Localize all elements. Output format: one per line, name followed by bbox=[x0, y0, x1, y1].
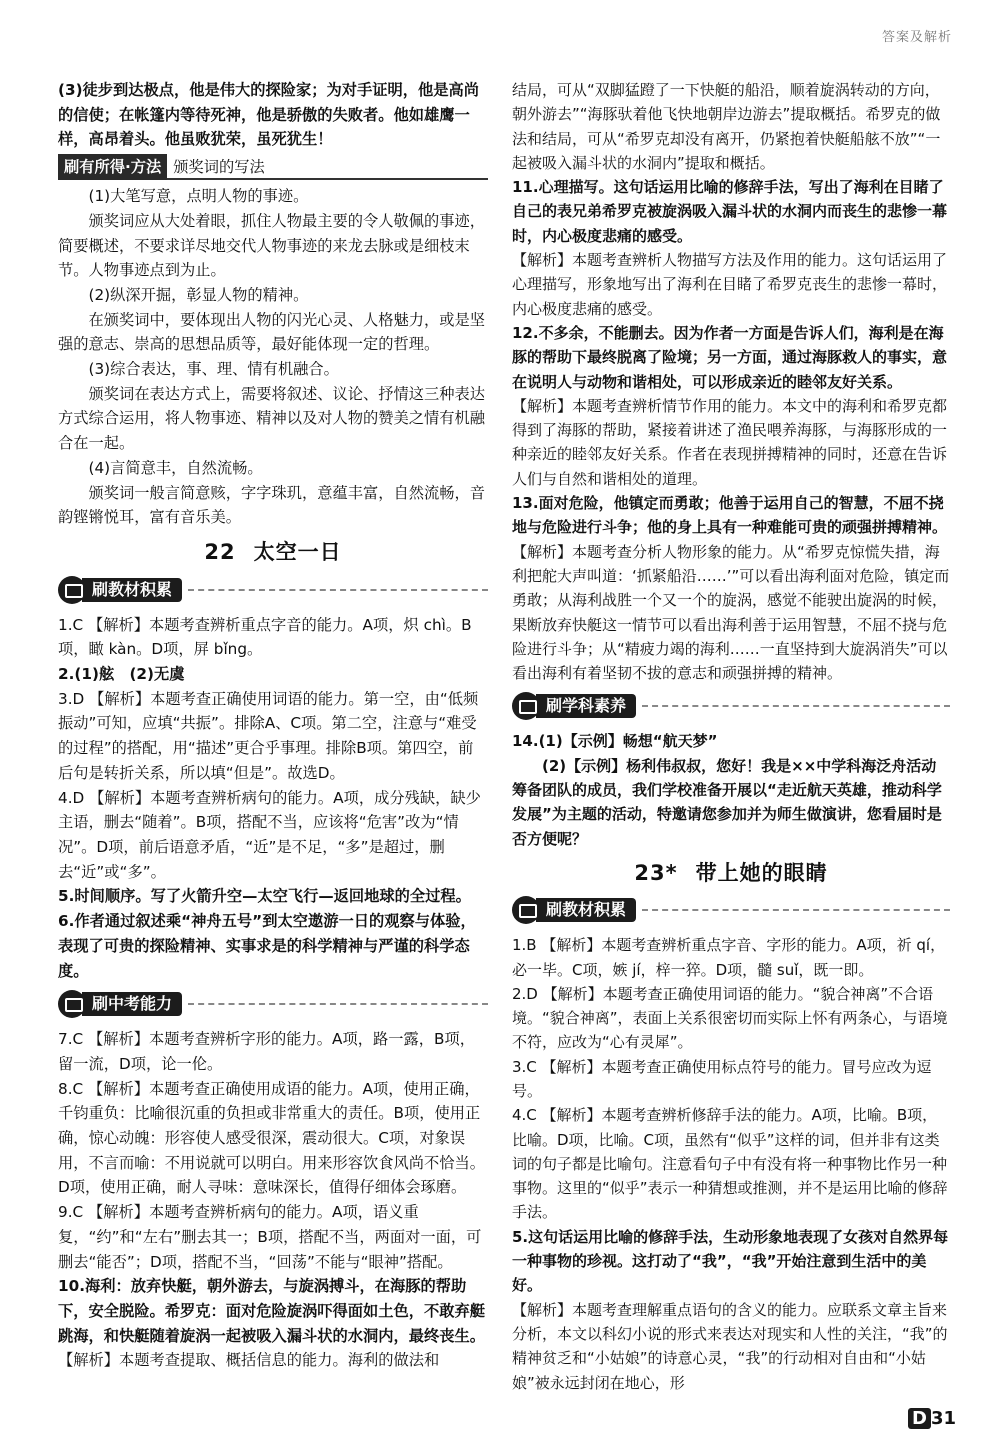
section-label: 刷中考能力 bbox=[82, 992, 182, 1016]
analysis-note: 【解析】本题考查辨析人物描写方法及作用的能力。这句话运用了心理描写，形象地写出了海利在目睹了希罗克丧生的悲惨一幕时，内心极度悲痛的感受。 bbox=[512, 251, 948, 318]
section-header bbox=[512, 891, 950, 929]
analysis-note: 【解析】本题考查辨析情节作用的能力。本文中的海利和希罗克都得到了海豚的帮助，紧接着讲述了渔民喂养海豚，与海豚形成的一种亲近的睦邻友好关系。作者在表现拼搏精神的同时，还意在告诉人们与自然和谐相处的道理。 bbox=[512, 396, 948, 488]
answer-item: 9.C 【解析】本题考查辨析病句的能力。A项，语义重复，“约”和“左右”删去其一；B项，搭配不当，两面对一面，可删去“能否”；D项，搭配不当，“回荡”不能与“眼神”搭配。 bbox=[58, 1203, 482, 1271]
analysis-note: 【解析】本题考查提取、概括信息的能力。海利的做法和 bbox=[58, 1351, 440, 1370]
method-paragraph: 颁奖词一般言简意赅，字字珠玑，意蕴丰富，自然流畅，音韵铿锵悦耳，富有音乐美。 bbox=[58, 483, 485, 527]
analysis-note: 【解析】本题考查分析人物形象的能力。从“希罗克惊慌失措，海利把舵大声叫道：‘抓紧船沿……’”可以看出海利面对危险，镇定而勇敢；从海利战胜一个又一个的旋涡，感觉不能驶出旋涡的时候，果断放弃快艇这一情节可以看出海利善于运用智慧，不屈不挠与危险进行斗争；从“精疲力竭的海利……一直坚持到大旋涡消失”可以看出海利有着坚韧不拔的意志和顽强拼搏的精神。 bbox=[512, 542, 950, 683]
page-number bbox=[908, 1408, 956, 1429]
answer-item: (2)【示例】杨利伟叔叔，您好！我是××中学科海泛舟活动筹备团队的成员，我们学校准备开展以“走近航天英雄，推动科学发展”为主题的活动，特邀请您参加并为师生做演讲，您看届时是否方便呢？ bbox=[512, 756, 942, 848]
answer-item: 3.D 【解析】本题考查正确使用词语的能力。第一空，由“低频振动”可知，应填“共振”。排除A、C项。第二空，注意与“难受的过程”的搭配，用“描述”更合乎事理。排除B项。第四空，前后句是转折关系，所以填“但是”。故选D。 bbox=[58, 689, 479, 782]
method-paragraph: 颁奖词应从大处着眼，抓住人物最主要的令人敬佩的事迹，简要概述，不要求详尽地交代人物事迹的来龙去脉或是细枝末节。人物事迹点到为止。 bbox=[58, 211, 485, 280]
lesson-number: 22 bbox=[204, 539, 236, 564]
section-label: 刷教材积累 bbox=[82, 578, 182, 602]
method-paragraph: 颁奖词在表达方式上，需要将叙述、议论、抒情这三种表达方式综合运用，将人物事迹、精神以及对人物的赞美之情有机融合在一起。 bbox=[58, 384, 485, 453]
section-divider bbox=[642, 909, 950, 911]
section-label: 刷学科素养 bbox=[536, 694, 636, 718]
section-label: 刷教材积累 bbox=[536, 898, 636, 922]
lesson-title bbox=[512, 861, 950, 885]
award-text: (3)徒步到达极点，他是伟大的探险家；为对手证明，他是高尚的信使；在帐篷内等待死神，他是骄傲的失败者。他如雄鹰一样，高昂着头。他虽败犹荣，虽死犹生！ bbox=[58, 81, 480, 149]
running-header: 答案及解析 bbox=[881, 30, 952, 45]
lesson-title bbox=[58, 540, 488, 565]
book-icon bbox=[58, 576, 86, 604]
answer-item: 1.C 【解析】本题考查辨析重点字音的能力。A项，炽 chì。B项，瞰 kàn。D项，屏 bǐng。 bbox=[58, 615, 472, 659]
method-bar bbox=[58, 154, 488, 180]
answer-item: 5.时间顺序。写了火箭升空—太空飞行—返回地球的全过程。 bbox=[58, 887, 471, 906]
lesson-name: 太空一日 bbox=[253, 539, 342, 564]
analysis-note: 【解析】本题考查理解重点语句的含义的能力。应联系文章主旨来分析，本文以科幻小说的形式来表达对现实和人性的关注，“我”的精神贫乏和“小姑娘”的诗意心灵，“我”的行动相对自由和“小姑娘”被永远封闭在地心，形 bbox=[512, 1300, 948, 1392]
method-label: 刷有所得·方法 bbox=[58, 154, 167, 180]
book-icon bbox=[58, 990, 86, 1018]
answer-item: 4.D 【解析】本题考查辨析病句的能力。A项，成分残缺，缺少主语，删去“随着”。B项，搭配不当，应该将“危害”改为“情况”。D项，前后语意矛盾，“近”是不足，“多”是超过，删去“近”或“多”。 bbox=[58, 788, 481, 881]
section-divider bbox=[188, 589, 488, 591]
section-divider bbox=[642, 705, 950, 707]
section-divider bbox=[188, 1003, 488, 1005]
answer-item: 10.海利：放弃快艇，朝外游去，与旋涡搏斗，在海豚的帮助下，安全脱险。希罗克：面对危险旋涡吓得面如土色，不敢弃艇跳海，和快艇随着旋涡一起被吸入漏斗状的水洞内，最终丧生。 bbox=[58, 1277, 485, 1345]
answer-item: 14.(1)【示例】畅想“航天梦” bbox=[512, 732, 718, 751]
answer-item: 8.C 【解析】本题考查正确使用成语的能力。A项，使用正确，千钧重负：比喻很沉重的负担或非常重大的责任。B项，使用正确，惊心动魄：形容使人感受很深，震动很大。C项，对象误用，不言而喻：不用说就可以明白。用来形容饮食风尚不恰当。D项，使用正确，耐人寻味：意味深长，值得仔细体会琢磨。 bbox=[58, 1079, 485, 1197]
page-digits: 31 bbox=[930, 1408, 956, 1429]
answer-item: 5.这句话运用比喻的修辞手法，生动形象地表现了女孩对自然界每一种事物的珍视。这打动了“我”，“我”开始注意到生活中的美好。 bbox=[512, 1227, 949, 1295]
answer-item: 3.C 【解析】本题考查正确使用标点符号的能力。冒号应改为逗号。 bbox=[512, 1057, 932, 1100]
answer-item: 11.心理描写。这句话运用比喻的修辞手法，写出了海利在目睹了自己的表兄弟希罗克被旋涡吸入漏斗状的水洞内而丧生的悲惨一幕时，内心极度悲痛的感受。 bbox=[512, 178, 948, 245]
page-letter: D bbox=[908, 1408, 931, 1429]
method-point: (2)纵深开掘，彰显人物的精神。 bbox=[88, 285, 309, 304]
answer-item: 1.B 【解析】本题考查辨析重点字音、字形的能力。A项，祈 qí，必一毕。C项，嫉 jí，梓一猝。D项，髓 suǐ，既一即。 bbox=[512, 936, 946, 979]
lesson-number: 23* bbox=[634, 860, 678, 885]
answer-item: 12.不多余，不能删去。因为作者一方面是告诉人们，海利是在海豚的帮助下最终脱离了险境；另一方面，通过海豚救人的事实，意在说明人与动物和谐相处，可以形成亲近的睦邻友好关系。 bbox=[512, 323, 948, 391]
left-column bbox=[58, 78, 488, 1373]
method-paragraph: 在颁奖词中，要体现出人物的闪光心灵、人格魅力，或是坚强的意志、崇高的思想品质等，最好能体现一定的哲理。 bbox=[58, 310, 485, 354]
answer-item: 2.D 【解析】本题考查正确使用词语的能力。“貌合神离”不合语境。“貌合神离”，表面上关系很密切而实际上怀有两条心，与语境不符，应改为“心有灵犀”。 bbox=[512, 984, 948, 1052]
answer-item: 2.(1)舷 (2)无虞 bbox=[58, 665, 185, 684]
method-title: 颁奖词的写法 bbox=[167, 154, 488, 180]
section-header bbox=[58, 985, 488, 1023]
section-header bbox=[512, 687, 950, 725]
book-icon bbox=[512, 896, 540, 924]
answer-item: 6.作者通过叙述乘“神舟五号”到太空遨游一日的观察与体验，表现了可贵的探险精神、实事求是的科学精神与严谨的科学态度。 bbox=[58, 912, 476, 980]
method-point: (3)综合表达，事、理、情有机融合。 bbox=[88, 360, 339, 379]
method-point: (1)大笔写意，点明人物的事迹。 bbox=[88, 187, 309, 206]
method-point: (4)言简意丰，自然流畅。 bbox=[88, 458, 263, 477]
answer-item: 4.C 【解析】本题考查辨析修辞手法的能力。A项，比喻。B项，比喻。D项，比喻。C项，虽然有“似乎”这样的词，但并非有这类词的句子都是比喻句。注意看句子中有没有将一种事物比作另一种事物。这里的“似乎”表示一种猜想或推测，并不是运用比喻的修辞手法。 bbox=[512, 1106, 948, 1222]
answer-item: 7.C 【解析】本题考查辨析字形的能力。A项，路一露，B项，留一流，D项，论一伦。 bbox=[58, 1030, 475, 1073]
analysis-note: 结局，可从“双脚猛蹬了一下快艇的船沿，顺着旋涡转动的方向，朝外游去”“海豚驮着他飞快地朝岸边游去”提取概括。希罗克的做法和结局，可从“希罗克却没有离开，仍紧抱着快艇船舷不放”“一起被吸入漏斗状的水洞内”提取和概括。 bbox=[512, 81, 941, 172]
answer-item: 13.面对危险，他镇定而勇敢；他善于运用自己的智慧，不屈不挠地与危险进行斗争；他的身上具有一种难能可贵的顽强拼搏精神。 bbox=[512, 494, 948, 537]
section-header bbox=[58, 571, 488, 609]
right-column bbox=[512, 78, 950, 1395]
lesson-name: 带上她的眼睛 bbox=[695, 860, 828, 885]
